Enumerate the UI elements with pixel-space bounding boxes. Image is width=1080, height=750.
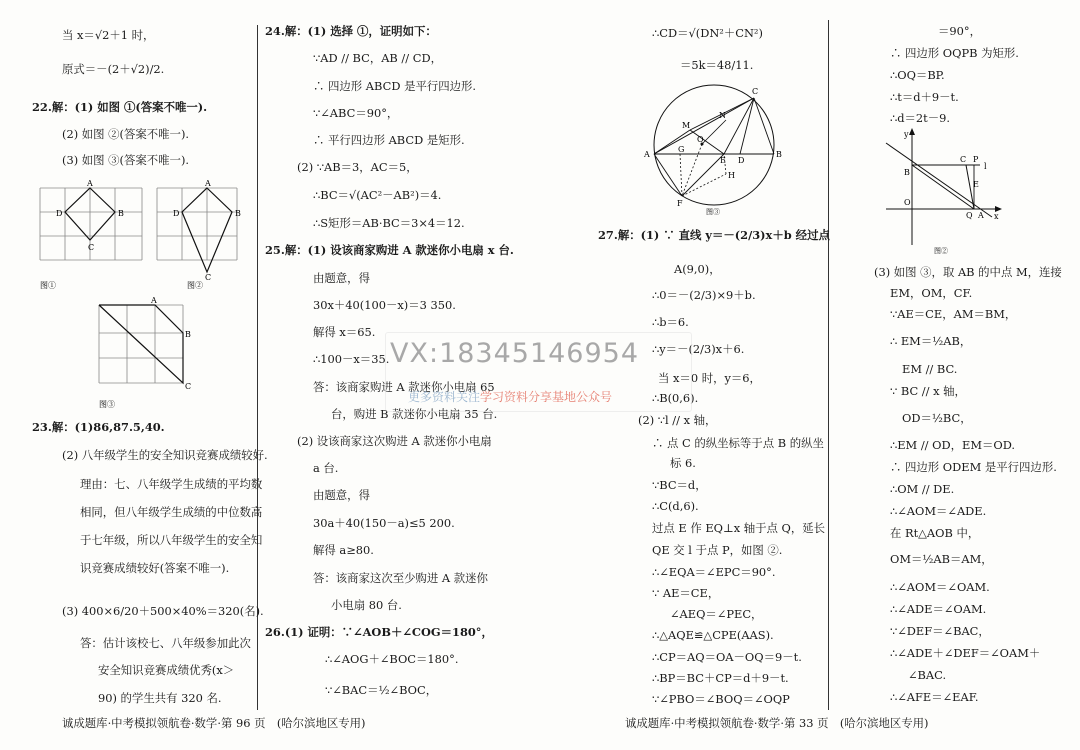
text-line: 安全知识竞赛成绩优秀(x＞ <box>98 663 235 677</box>
text-line: 相同，但八年级学生成绩的中位数高 <box>80 505 263 519</box>
text-line: ∴t＝d＋9－t. <box>890 90 959 104</box>
text-line: (2) 八年级学生的安全知识竞赛成绩较好. <box>62 448 268 462</box>
text-line: ∴△AQE≌△CPE(AAS). <box>652 628 774 642</box>
text-line: ∴CD＝√(DN²＋CN²) <box>652 26 763 40</box>
svg-text:B: B <box>776 150 782 159</box>
svg-text:图②: 图② <box>187 281 203 290</box>
text-line: ∴OQ＝BP. <box>890 68 945 82</box>
text-line: 在 Rt△AOB 中， <box>890 526 980 540</box>
text-line: (2) ∵l // x 轴， <box>638 413 717 427</box>
text-line: ∴d＝2t－9. <box>890 111 951 125</box>
text-line: ∴∠EQA＝∠EPC＝90°. <box>652 565 776 579</box>
figure-22-1 <box>38 180 144 292</box>
text-line: 当 x＝√2＋1 时， <box>62 28 155 42</box>
watermark-contact: VX:18345146954 <box>390 338 640 369</box>
text-line: ＝5k＝48/11. <box>680 58 754 72</box>
text-line: ∵ BC // x 轴， <box>890 384 966 398</box>
svg-text:B: B <box>185 330 191 339</box>
text-line: ∴ EM＝½AB， <box>890 334 972 348</box>
text-line: 30x＋40(100－x)＝3 350. <box>313 298 456 312</box>
text-line: (2) 如图 ②(答案不唯一). <box>62 127 190 141</box>
text-line: OD＝½BC， <box>902 411 972 425</box>
text-line: 由题意，得 <box>313 271 370 285</box>
text-line: (3) 如图 ③，取 AB 的中点 M，连接 <box>874 265 1062 279</box>
text-line: 由题意，得 <box>313 488 370 502</box>
question-23: 23.解：(1)86,87.5,40. <box>32 420 165 434</box>
text-line: EM // BC. <box>902 362 958 376</box>
text-line: ∵∠PBO＝∠BOQ＝∠OQP <box>652 692 790 706</box>
text-line: 30a＋40(150－a)≤5 200. <box>313 516 455 530</box>
question-22: 22.解：(1) 如图 ①(答案不唯一). <box>32 100 208 114</box>
svg-text:图③: 图③ <box>706 208 720 216</box>
text-line: ∵ AE＝CE， <box>652 586 720 600</box>
svg-text:N: N <box>719 111 726 120</box>
text-line: ∵∠DEF＝∠BAC， <box>890 624 990 638</box>
text-line: ∴C(d,6). <box>652 499 699 513</box>
text-line: 答：估计该校七、八年级参加此次 <box>80 636 251 650</box>
svg-text:图③: 图③ <box>99 400 115 409</box>
svg-text:y: y <box>904 130 909 139</box>
text-line: (2) ∵AB＝3，AC＝5， <box>297 160 418 174</box>
text-line: 原式＝－(2＋√2)/2. <box>62 62 165 76</box>
footer-left: 诚成题库·中考模拟领航卷·数学·第 96 页 (哈尔滨地区专用) <box>62 716 366 730</box>
watermark-subtext: 更多资料关注学习资料分享基地公众号 <box>408 390 613 404</box>
column-divider <box>828 20 829 710</box>
text-line: ∵∠ABC＝90°， <box>313 106 399 120</box>
svg-text:C: C <box>88 243 95 252</box>
svg-text:O: O <box>697 135 704 144</box>
text-line: ∵BC＝d， <box>652 478 707 492</box>
text-line: 台，购进 B 款迷你小电扇 35 台. <box>331 407 498 421</box>
svg-text:B: B <box>235 209 241 218</box>
text-line: ∴100－x＝35. <box>313 352 390 366</box>
text-line: (3) 如图 ③(答案不唯一). <box>62 153 190 167</box>
svg-text:A: A <box>205 180 211 188</box>
text-line: ∴ 四边形 ABCD 是平行四边形. <box>313 79 477 93</box>
svg-text:F: F <box>677 199 683 208</box>
figure-22-2 <box>155 180 261 292</box>
text-line: ∴∠ADE＋∠DEF＝∠OAM＋ <box>890 646 1041 660</box>
text-line: ∴S矩形＝AB·BC＝3×4＝12. <box>313 216 465 230</box>
svg-text:B: B <box>904 168 910 177</box>
text-line: ∴ 点 C 的纵坐标等于点 B 的纵坐 <box>652 436 824 450</box>
text-line: ∴∠AOM＝∠OAM. <box>890 580 990 594</box>
text-line: ∴ 四边形 OQPB 为矩形. <box>890 46 1019 60</box>
text-line: ∴b＝6. <box>652 315 689 329</box>
axes-figure <box>880 125 1010 257</box>
svg-text:C: C <box>960 155 967 164</box>
text-line: a 台. <box>313 461 339 475</box>
text-line: (2) 设该商家这次购进 A 款迷你小电扇 <box>297 434 492 448</box>
figure-22-3 <box>95 295 205 413</box>
text-line: ∠AEQ＝∠PEC， <box>670 607 763 621</box>
text-line: ∴y＝－(2/3)x＋6. <box>652 342 745 356</box>
text-line: ∴EM // OD，EM＝OD. <box>890 438 1016 452</box>
text-line: ∴0＝－(2/3)×9＋b. <box>652 288 756 302</box>
svg-text:E: E <box>973 180 979 189</box>
svg-text:O: O <box>904 198 911 207</box>
text-line: ∴∠AOG＋∠BOC＝180°. <box>325 652 459 666</box>
question-27: 27.解：(1) ∵ 直线 y＝－(2/3)x＋b 经过点 <box>598 228 830 242</box>
text-line: 解得 x＝65. <box>313 325 376 339</box>
text-line: 过点 E 作 EQ⊥x 轴于点 Q，延长 <box>652 521 826 535</box>
question-25: 25.解：(1) 设该商家购进 A 款迷你小电扇 x 台. <box>265 243 514 257</box>
svg-text:C: C <box>205 273 212 282</box>
text-line: 于七年级，所以八年级学生的安全知 <box>80 533 263 547</box>
text-line: ∴ 四边形 ODEM 是平行四边形. <box>890 460 1057 474</box>
text-line: ∴BP＝BC＋CP＝d＋9－t. <box>652 671 789 685</box>
svg-text:G: G <box>678 145 685 154</box>
text-line: ∴CP＝AQ＝OA－OQ＝9－t. <box>652 650 802 664</box>
text-line: EM，OM，CF. <box>890 286 973 300</box>
text-line: ∠BAC. <box>908 668 947 682</box>
svg-text:C: C <box>185 382 192 391</box>
text-line: ∴BC＝√(AC²－AB²)＝4. <box>313 188 442 202</box>
svg-text:D: D <box>56 209 63 218</box>
text-line: ∴∠AOM＝∠ADE. <box>890 504 987 518</box>
text-line: (3) 400×6/20＋500×40%＝320(名). <box>62 604 264 618</box>
svg-text:图①: 图① <box>40 281 56 290</box>
text-line: 答：该商家购进 A 款迷你小电扇 65 <box>313 380 495 394</box>
svg-text:M: M <box>682 121 691 130</box>
text-line: ＝90°， <box>938 24 981 38</box>
svg-text:A: A <box>151 296 157 305</box>
svg-text:P: P <box>973 155 979 164</box>
svg-text:D: D <box>738 156 745 165</box>
question-26: 26.(1) 证明：∵∠AOB＋∠COG＝180°， <box>265 625 493 639</box>
text-line: ∵AD // BC，AB // CD， <box>313 51 442 65</box>
svg-text:A: A <box>87 180 93 188</box>
question-24: 24.解：(1) 选择 ①，证明如下： <box>265 24 437 38</box>
text-line: ∴ 平行四边形 ABCD 是矩形. <box>313 133 465 147</box>
text-line: 识竞赛成绩较好(答案不唯一). <box>80 561 230 575</box>
text-line: QE 交 l 于点 P，如图 ②. <box>652 543 783 557</box>
text-line: 答：该商家这次至少购进 A 款迷你 <box>313 571 488 585</box>
svg-text:H: H <box>728 171 735 180</box>
svg-text:E: E <box>720 156 726 165</box>
text-line: ∴∠AFE＝∠EAF. <box>890 690 979 704</box>
text-line: A(9,0)， <box>674 262 721 276</box>
svg-text:A: A <box>978 211 984 220</box>
svg-text:l: l <box>984 162 987 171</box>
svg-text:图②: 图② <box>934 247 948 255</box>
text-line: 小电扇 80 台. <box>331 598 402 612</box>
footer-right: 诚成题库·中考模拟领航卷·数学·第 33 页 (哈尔滨地区专用) <box>625 716 929 730</box>
text-line: ∵AE＝CE，AM＝BM， <box>890 307 1017 321</box>
text-line: 90) 的学生共有 320 名. <box>98 691 222 705</box>
svg-text:Q: Q <box>966 211 973 220</box>
text-line: 理由：七、八年级学生成绩的平均数 <box>80 477 263 491</box>
svg-text:C: C <box>752 87 759 96</box>
text-line: ∴B(0,6). <box>652 391 699 405</box>
text-line: ∵∠BAC＝½∠BOC， <box>325 683 438 697</box>
svg-text:D: D <box>173 209 180 218</box>
text-line: 标 6. <box>670 456 696 470</box>
text-line: 解得 a≥80. <box>313 543 374 557</box>
text-line: 当 x＝0 时，y＝6， <box>658 371 761 385</box>
svg-text:x: x <box>994 212 999 221</box>
circle-figure <box>642 82 787 217</box>
text-line: ∴OM // DE. <box>890 482 955 496</box>
svg-text:B: B <box>118 209 124 218</box>
svg-text:A: A <box>644 150 650 159</box>
text-line: ∴∠ADE＝∠OAM. <box>890 602 987 616</box>
text-line: OM＝½AB＝AM， <box>890 552 993 566</box>
